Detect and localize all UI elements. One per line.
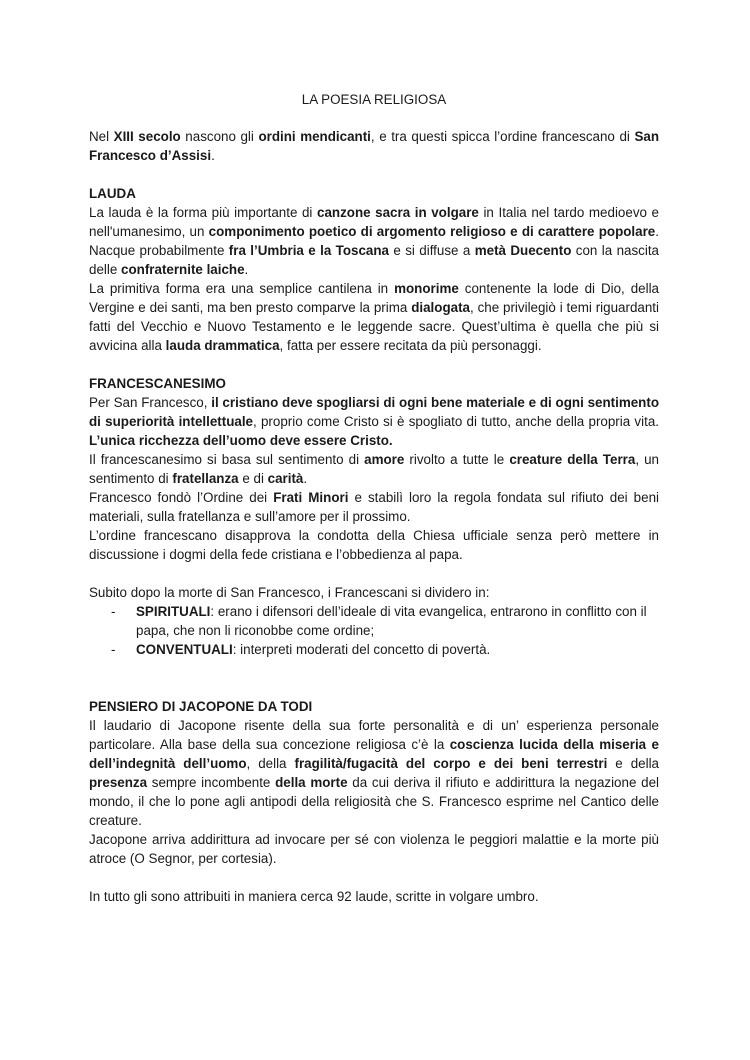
bold-text: amore [364,452,405,467]
text: . Nacque probabilmente [89,224,659,258]
francescanesimo-paragraph-3 [89,488,659,526]
page-title: LA POESIA RELIGIOSA [301,92,447,107]
bold-text: il cristiano deve spogliarsi di ogni bene materiale e di ogni sentimento di superiorità intellettuale [89,395,659,429]
text: , della [246,756,295,771]
bold-text: SPIRITUALI [136,604,211,619]
bold-text: della morte [275,775,348,790]
text: e si diffuse a [389,243,475,258]
bold-text: lauda drammatica [165,338,280,353]
list-intro: Subito dopo la morte di San Francesco, i Francescani si dividero in: [89,585,490,600]
section-heading-lauda: LAUDA [89,186,136,201]
text: Francesco fondò l’Ordine dei [89,490,274,505]
bold-text: L’unica ricchezza dell’uomo deve essere Cristo. [89,433,393,448]
text: , un sentimento di [89,452,659,486]
text: con la nascita delle [89,243,659,277]
text: Nel [89,129,114,144]
dash-marker: - [111,604,116,619]
text: . [303,471,308,486]
text: sempre incombente [147,775,276,790]
text: , che privilegiò i temi riguardanti fatti del Vecchio e Nuovo Testamento e le leggende sacre. Quest’ultima è quella che più si avvicina alla [89,300,659,353]
text: da cui deriva il rifiuto e addirittura la negazione del mondo, il che lo pone agli antipodi della religiosità che S. Francesco esprime nel Cantico delle creature. [89,775,659,828]
bold-text: presenza [89,775,148,790]
bold-text: San Francesco d’Assisi [89,129,659,163]
bold-text: confraternite laiche [121,262,245,277]
jacopone-paragraph-1 [89,716,659,830]
bold-text: metà Duecento [474,243,572,258]
text: , e tra questi spicca l’ordine francescano di [370,129,635,144]
bold-text: fra l’Umbria e la Toscana [228,243,389,258]
francescanesimo-paragraph-4: L’ordine francescano disapprova la condotta della Chiesa ufficiale senza però mettere in discussione i dogmi della fede cristiana e l’obbedienza al papa. [89,528,659,562]
text: e di [238,471,268,486]
bold-text: Frati Minori [273,490,349,505]
text: in Italia nel tardo medioevo e nell'umanesimo, un [89,205,659,239]
document-page [89,90,659,906]
bold-text: XIII secolo [113,129,181,144]
jacopone-paragraph-2: Jacopone arriva addirittura ad invocare per sé con violenza le peggiori malattie e la morte più atroce (O Segnor, per cortesia). [89,832,659,866]
bold-text: ordini mendicanti [258,129,371,144]
francescanesimo-paragraph-1 [89,393,659,450]
text: Il francescanesimo si basa sul sentimento di [89,452,365,467]
text: La lauda è la forma più importante di [89,205,317,220]
text: nascono gli [180,129,259,144]
dash-marker: - [111,642,116,657]
bold-text: creature della Terra [509,452,636,467]
bold-text: CONVENTUALI [136,642,233,657]
bold-text: monorime [394,281,459,296]
text: , fatta per essere recitata da più personaggi. [279,338,542,353]
section-heading-jacopone: PENSIERO DI JACOPONE DA TODI [89,699,313,714]
text: : interpreti moderati del concetto di povertà. [232,642,491,657]
text: . [244,262,249,277]
text: Per San Francesco, [89,395,212,410]
section-heading-francescanesimo: FRANCESCANESIMO [89,376,226,391]
francescanesimo-paragraph-2 [89,450,659,488]
bold-text: dialogata [411,300,470,315]
text: Il laudario di Jacopone risente della sua forte personalità e di un’ esperienza personale particolare. Alla base della sua concezione religiosa c’è la [89,718,659,752]
bold-text: canzone sacra in volgare [317,205,479,220]
bold-text: fratellanza [172,471,239,486]
bold-text: coscienza lucida della miseria e dell’indegnità dell’uomo [89,737,660,771]
jacopone-paragraph-3: In tutto gli sono attribuiti in maniera cerca 92 laude, scritte in volgare umbro. [89,889,539,904]
text: rivolto a tutte le [404,452,510,467]
text: : erano i difensori dell’ideale di vita evangelica, entrarono in conflitto con il papa, che non li riconobbe come ordine; [136,604,647,638]
text: e della [607,756,659,771]
list-item [111,640,659,659]
bold-text: fragilità/fugacità del corpo e dei beni terrestri [294,756,608,771]
list-item [111,602,659,640]
intro-paragraph [89,127,659,165]
bold-text: componimento poetico di argomento religioso e di carattere popolare [208,224,656,239]
text: . [211,148,215,163]
order-division-list [89,602,659,659]
bold-text: carità [267,471,304,486]
text: contenente la lode di Dio, della Vergine e dei santi, ma ben presto comparve la prima [89,281,659,315]
text: e stabilì loro la regola fondata sul rifiuto dei beni materiali, sulla fratellanza e sull’amore per il prossimo. [89,490,659,524]
text: La primitiva forma era una semplice cantilena in [89,281,395,296]
lauda-paragraph-1 [89,203,659,279]
text: , proprio come Cristo si è spogliato di tutto, anche della propria vita. [253,414,659,429]
lauda-paragraph-2 [89,279,659,355]
